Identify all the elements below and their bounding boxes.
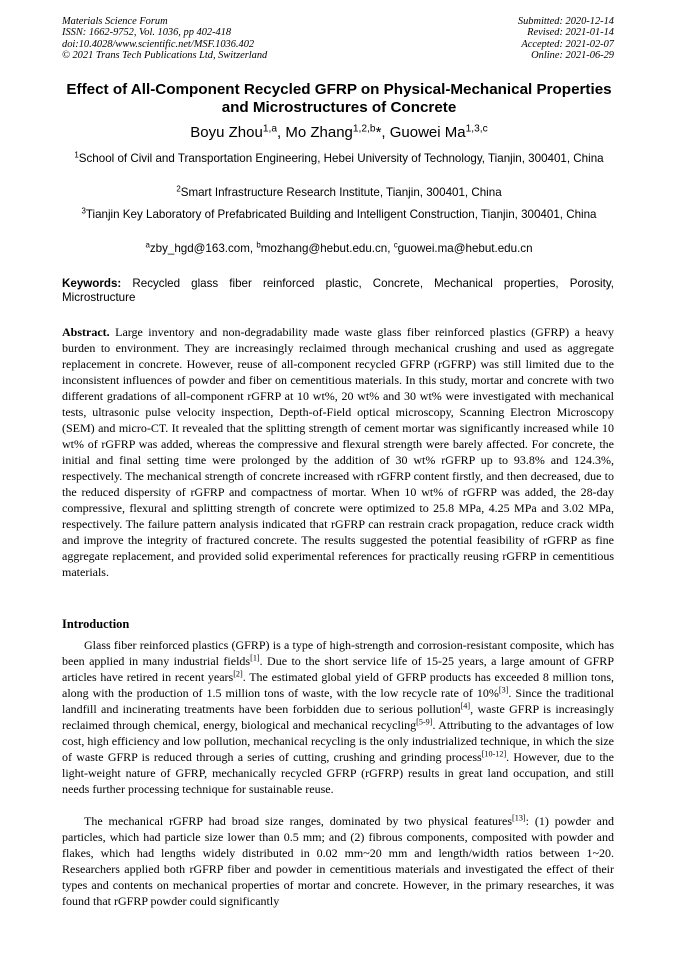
abstract	[62, 324, 614, 580]
email-address[interactable]: mozhang@hebut.edu.cn	[260, 242, 388, 255]
publication-dates	[518, 16, 614, 62]
journal-info	[62, 16, 267, 62]
affiliation-number: 1	[74, 150, 79, 160]
doi-line: doi:10.4028/www.scientific.net/MSF.1036.402	[62, 38, 255, 50]
abstract-label: Abstract.	[62, 325, 110, 339]
paragraph-text: : (1) powder and particles, which had particle size lower than 0.5 mm; and (2) fibrous components, composited with powder and flakes, which had lengths widely distributed in 0.02 mm~20 mm and length/width ratios between 1~20. Researchers applied both rGFRP fiber and powder in cementitious materials and investigated the effect of their types and contents on mechanical properties of mortar and concrete. However, in the primary researches, it was found that rGFRP powder could significantly	[62, 814, 614, 908]
author-affiliation-mark: 1,3,c	[465, 123, 488, 135]
citation[interactable]: [13]	[512, 813, 526, 823]
paragraph-text: The mechanical rGFRP had broad size ranges, dominated by two physical features	[84, 814, 513, 828]
submitted-date: Submitted: 2020-12-14	[517, 16, 614, 27]
author-list	[60, 124, 618, 142]
affiliation	[60, 185, 618, 201]
citation[interactable]: [4]	[460, 701, 471, 711]
intro-paragraph	[62, 637, 614, 797]
affiliation	[60, 207, 618, 223]
author-affiliation-mark: 1,a	[262, 123, 277, 135]
email-mark: b	[256, 240, 261, 250]
online-date: Online: 2021-06-29	[531, 50, 614, 62]
keywords	[62, 277, 614, 306]
affiliation	[60, 151, 618, 167]
citation[interactable]: [10-12]	[481, 749, 507, 759]
author-name: Guowei Ma	[389, 124, 466, 141]
copyright-line: © 2021 Trans Tech Publications Ltd, Switzerland	[62, 50, 268, 62]
keywords-text: Recycled glass fiber reinforced plastic, Concrete, Mechanical properties, Porosity, Microstructure	[62, 277, 614, 305]
affiliation-text: Tianjin Key Laboratory of Prefabricated Building and Intelligent Construction, Tianjin, 300401, China	[85, 208, 597, 221]
email-mark: c	[393, 240, 398, 250]
section-heading-introduction: Introduction	[62, 617, 130, 631]
citation[interactable]: [3]	[498, 685, 509, 695]
email-mark: a	[145, 240, 150, 250]
email-list: $^a$zby_hgd@163.com, $^b$mozhang@hebut.edu.cn, $^c$guowei.ma@hebut.edu.cn	[145, 240, 533, 255]
citation[interactable]: [1]	[250, 653, 260, 663]
issn-line: ISSN: 1662-9752, Vol. 1036, pp 402-418	[62, 27, 232, 39]
corresponding-author-mark: *	[375, 124, 382, 141]
accepted-date: Accepted: 2021-02-07	[521, 38, 614, 50]
paragraph-text: , waste GFRP is increasingly reclaimed through chemical, energy, biological and mechanical recycling	[62, 702, 614, 732]
affiliation-number: 3	[81, 206, 86, 216]
paragraph-text: . Attributing to the advantages of low cost, high efficiency and low pollution, mechanical recycling is the only industrialized technique, in which the size of waste GFRP is reduced through a series of cutting, crushing and grinding process	[62, 718, 615, 764]
affiliation-text: School of Civil and Transportation Engineering, Hebei University of Technology, Tianjin, 300401, China	[78, 152, 604, 165]
citation[interactable]: [5-9]	[416, 717, 433, 727]
author	[390, 124, 488, 141]
author: Boyu Zhou$^{1,a}$,	[190, 123, 286, 141]
author-name: Boyu Zhou	[190, 124, 263, 141]
keywords-label: Keywords:	[62, 277, 122, 290]
author-affiliation-mark: 1,2,b	[352, 123, 376, 135]
abstract-text: Large inventory and non-degradability made waste glass fiber reinforced plastics (GFRP) a heavy burden to environment. They are increasingly reclaimed through mechanical crushing and used as aggregate replacement in concrete. However, reuse of all-component recycled GFRP (rGFRP) was still limited due to the inconsistent influences of powder and fiber on cementitious materials. In this study, mortar and concrete with two different gradations of all-component rGFRP at 10 wt%, 20 wt% and 30 wt% were investigated with mechanical tests, ultrasonic pulse velocity inspection, Depth-of-Field optical microscopy, Scanning Electron Microscopy (SEM) and micro-CT. It revealed that the splitting strength of cement mortar was significantly increased while 10 wt% of rGFRP was added, whereas the compressive and flexural strength were barely affected. For concrete, the initial and final setting time were prolonged by the addition of 30 wt% rGFRP up to 93.8% and 124.3%, respectively. The mechanical strength of concrete increased with rGFRP content firstly, and then decreased, due to the reduced dispersity of rGFRP and compactness of mortar. When 10 wt% of rGFRP was added, the 28-day compressive, flexural and splitting strength of concrete were optimized to 25.8 MPa, 4.25 MPa and 3.02 MPa, respectively. The failure pattern analysis indicated that rGFRP can restrain crack propagation, reduce crack width and improve the integrity of fractured concrete. The results suggested the potential feasibility of rGFRP as fine aggregate replacement, and provided solid experimental references for practically reusing rGFRP in cementitious materials.	[62, 325, 615, 579]
affiliation-text: Smart Infrastructure Research Institute, Tianjin, 300401, China	[180, 186, 502, 199]
citation[interactable]: [2]	[233, 669, 243, 679]
paragraph-text: . The estimated global yield of GFRP products has exceeded 8 million tons, along with the production of 1.5 million tons of waste, with the low recycle rate of 10%	[62, 670, 615, 700]
revised-date: Revised: 2021-01-14	[527, 27, 614, 39]
paragraph-text: Glass fiber reinforced plastics (GFRP) is a type of high-strength and corrosion-resistant composite, which has been applied in many industrial fields	[62, 638, 614, 668]
journal-name: Materials Science Forum	[62, 16, 168, 27]
paragraph-text: . However, due to the light-weight nature of GFRP, mechanically recycled GFRP (rGFRP) results in great land occupation, and still needs further processing technique for sustainable reuse.	[62, 750, 614, 796]
author: Mo Zhang$^{1,2,b}$*,	[285, 123, 390, 141]
paragraph-text: . Due to the short service life of 15-25 years, a large amount of GFRP articles have retired in recent years	[62, 654, 614, 684]
paragraph-text: . Since the traditional landfill and incinerating treatments have been forbidden due to serious pollution	[62, 686, 614, 716]
paper-title: Effect of All-Component Recycled GFRP on Physical-Mechanical Properties and Microstructures of Concrete	[66, 81, 612, 117]
intro-paragraph	[62, 813, 614, 909]
email-address[interactable]: guowei.ma@hebut.edu.cn	[397, 242, 533, 255]
email-address[interactable]: zby_hgd@163.com	[149, 242, 250, 255]
affiliation-number: 2	[176, 184, 181, 194]
author-name: Mo Zhang	[285, 124, 353, 141]
